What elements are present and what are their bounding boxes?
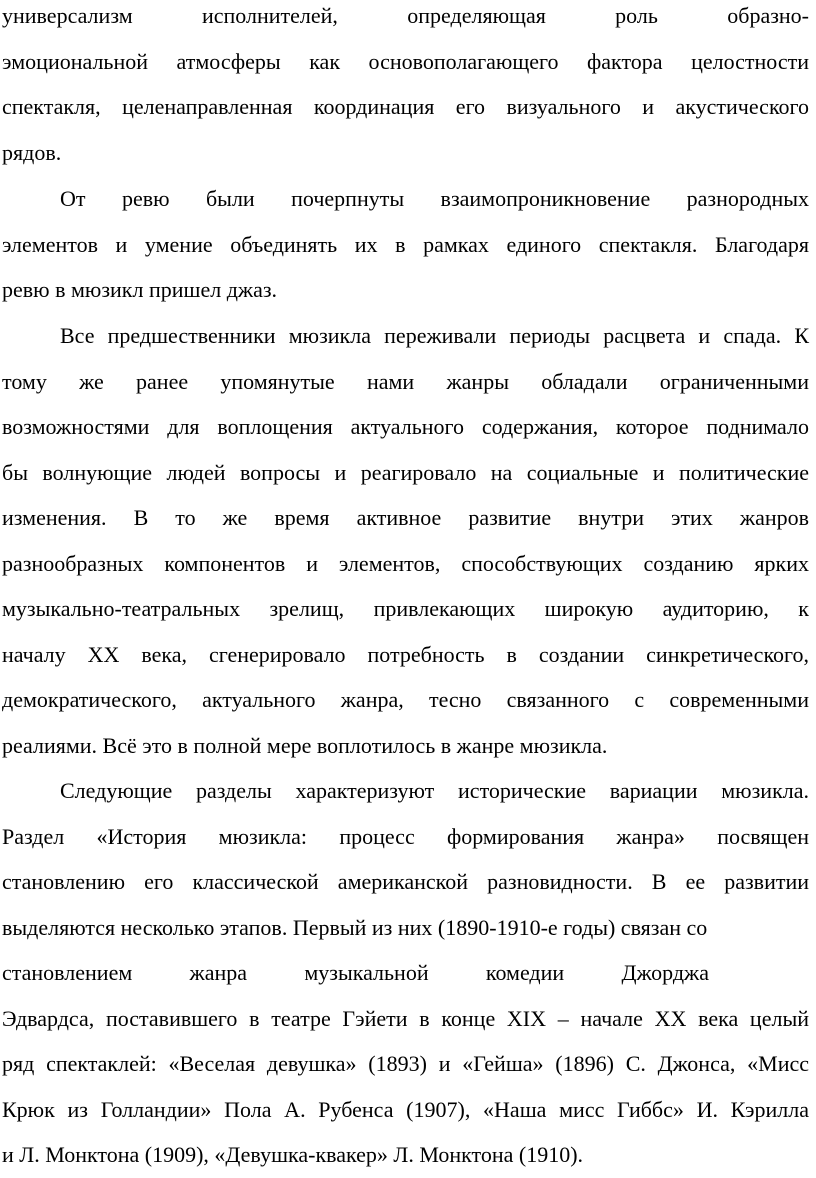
text-line: рядов.: [2, 139, 62, 165]
text-line: Крюк из Голландии» Пола А. Рубенса (1907), «Наша мисс Гиббс» И. Кэрилла: [2, 1096, 809, 1122]
text-line: Следующие разделы характеризуют исторические вариации мюзикла.: [60, 778, 809, 803]
text-line: Раздел «История мюзикла: процесс формирования жанра» посвящен: [2, 823, 809, 849]
text-line: демократического, актуального жанра, тесно связанного с современными: [2, 687, 809, 712]
text-line: и Л. Монктона (1909), «Девушка-квакер» Л. Монктона (1910).: [2, 1142, 584, 1167]
text-line: началу XX века, сгенерировало потребность в создании синкретического,: [2, 641, 809, 667]
text-line: универсализм исполнителей, определяющая роль образно-: [2, 3, 809, 28]
text-line: эмоциональной атмосферы как основополагающего фактора целостности: [2, 48, 809, 74]
text-line: От ревю были почерпнуты взаимопроникновение разнородных: [60, 186, 809, 211]
text-line: Все предшественники мюзикла переживали периоды расцвета и спада. К: [60, 323, 809, 348]
text-line: спектакля, целенаправленная координация его визуального и акустического: [2, 94, 809, 119]
text-line: изменения. В то же время активное развитие внутри этих жанров: [2, 505, 809, 530]
paragraph-4: [2, 768, 809, 1178]
text-line: возможностями для воплощения актуального содержания, которое поднимало: [2, 414, 809, 439]
text-line: становлением жанра музыкальной комедии Джорджа: [2, 960, 709, 985]
text-line: тому же ранее упомянутые нами жанры обладали ограниченными: [2, 368, 809, 394]
text-line: Эдвардса, поставившего в театре Гэйети в конце XIX – начале XX века целый: [2, 1005, 809, 1031]
text-line: реалиями. Всё это в полной мере воплотилось в жанре мюзикла.: [2, 732, 608, 758]
paragraph-1: [2, 0, 809, 175]
paragraph-2: [2, 176, 809, 313]
text-line: разнообразных компонентов и элементов, способствующих созданию ярких: [2, 550, 809, 576]
text-line: становлению его классической американской разновидности. В ее развитии: [2, 869, 809, 894]
text-line: бы волнующие людей вопросы и реагировало на социальные и политические: [2, 459, 809, 485]
paragraph-3: [2, 313, 809, 768]
text-line: выделяются несколько этапов. Первый из них (1890-1910-е годы) связан со: [2, 914, 708, 940]
text-line: музыкально-театральных зрелищ, привлекающих широкую аудиторию, к: [2, 596, 809, 621]
text-line: элементов и умение объединять их в рамках единого спектакля. Благодаря: [2, 231, 809, 257]
text-line: ревю в мюзикл пришел джаз.: [2, 277, 278, 302]
text-line: ряд спектаклей: «Веселая девушка» (1893) и «Гейша» (1896) С. Джонса, «Мисс: [2, 1051, 809, 1076]
